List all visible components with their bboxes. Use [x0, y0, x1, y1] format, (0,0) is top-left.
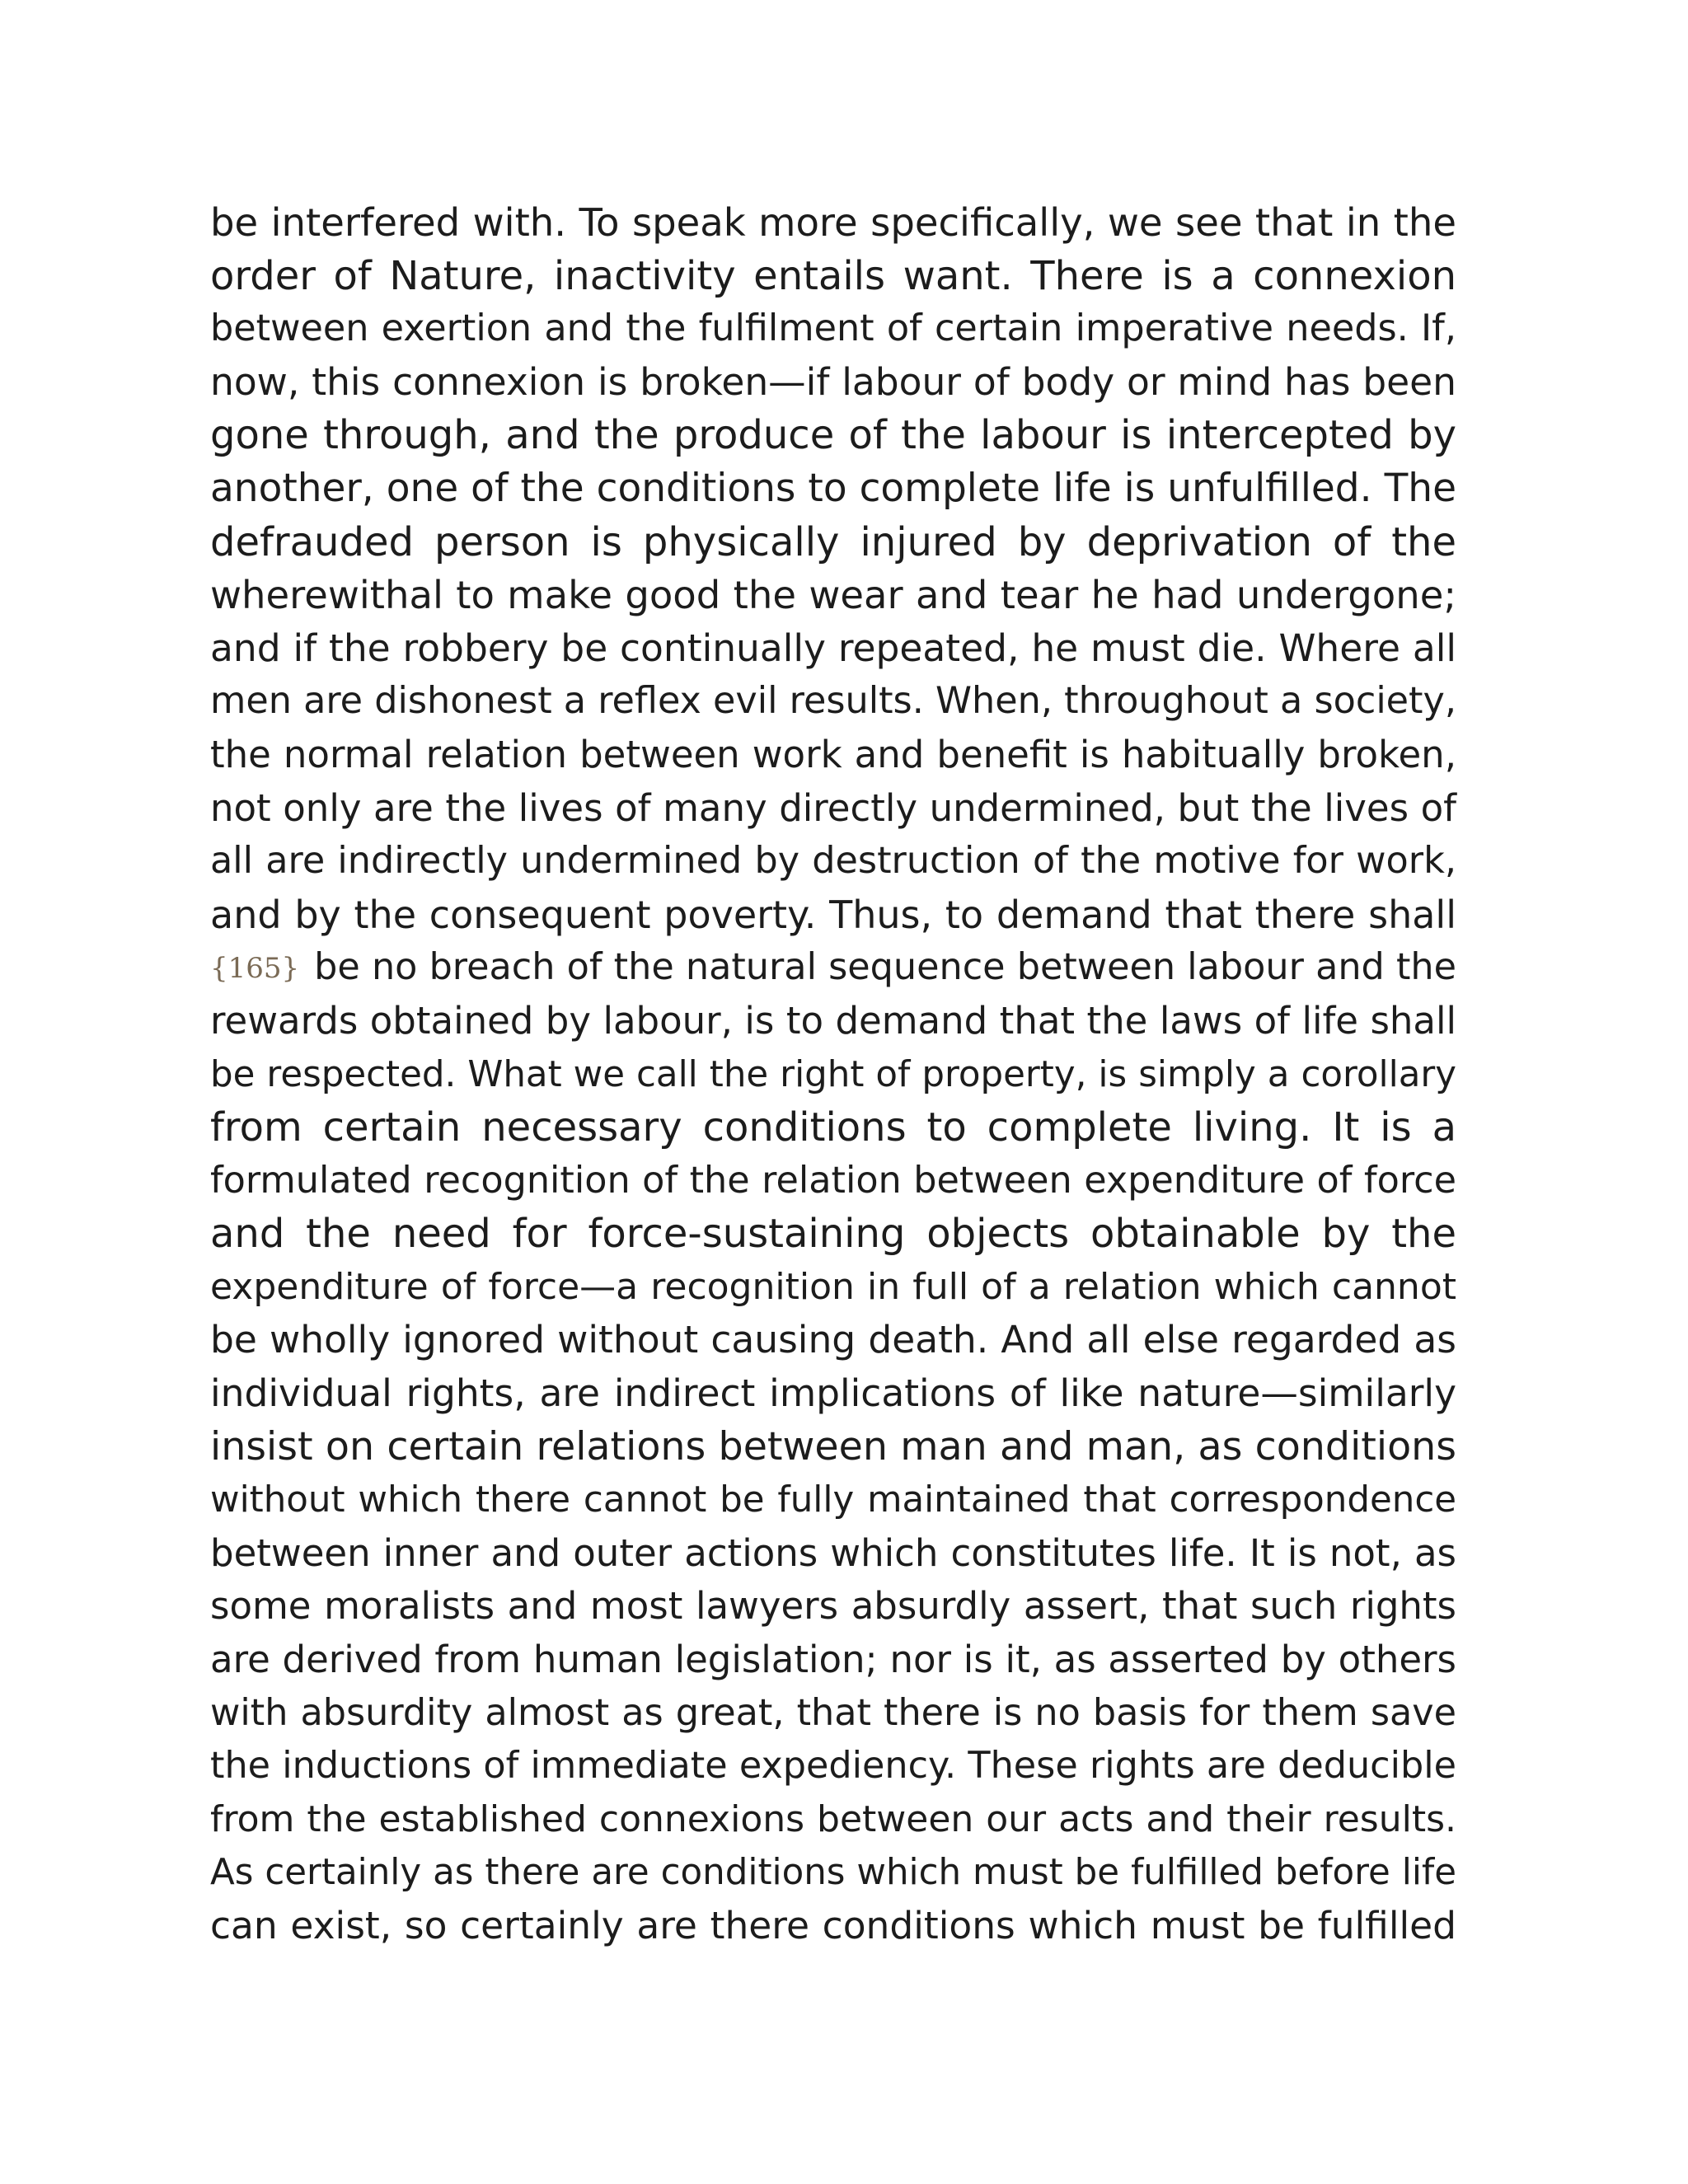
text-line: individual rights, are indirect implications of like nature—similarly — [210, 1371, 1456, 1416]
text-line: gone through, and the produce of the labour is intercepted by — [210, 412, 1456, 459]
text-line: can exist, so certainly are there conditions which must be fulfilled — [210, 1904, 1456, 1947]
text-line: the normal relation between work and benefit is habitually broken, — [210, 732, 1456, 776]
text-line: between exertion and the fulfilment of certain imperative needs. If, — [210, 307, 1456, 350]
page-number-marker: {165} — [210, 952, 300, 986]
text-line: are derived from human legislation; nor is it, as asserted by others — [210, 1638, 1456, 1682]
text-line: between inner and outer actions which constitutes life. It is not, as — [210, 1530, 1456, 1575]
text-line: from certain necessary conditions to complete living. It is a — [210, 1104, 1456, 1151]
text-line-with-page-marker — [210, 941, 1456, 995]
text-line: be respected. What we call the right of property, is simply a corollary — [210, 1053, 1456, 1095]
text-line: all are indirectly undermined by destruction of the motive for work, — [210, 840, 1456, 883]
text-line: and by the consequent poverty. Thus, to demand that there shall — [210, 892, 1456, 937]
text-line: wherewithal to make good the wear and tear he had undergone; — [210, 573, 1456, 618]
text-line: and if the robbery be continually repeated, he must die. Where all — [210, 626, 1456, 670]
text-line: another, one of the conditions to complete life is unfulfilled. The — [210, 465, 1456, 511]
text-line: the inductions of immediate expediency. These rights are deducible — [210, 1745, 1456, 1788]
text-line: defrauded person is physically injured by deprivation of the — [210, 518, 1456, 565]
text-line: men are dishonest a reflex evil results. When, throughout a society, — [210, 680, 1456, 723]
text-line: insist on certain relations between man and man, as conditions — [210, 1423, 1456, 1469]
text-line: not only are the lives of many directly undermined, but the lives of — [210, 785, 1456, 830]
text-line: formulated recognition of the relation between expenditure of force — [210, 1159, 1456, 1202]
text-line-content: be no breach of the natural sequence between labour and the — [314, 946, 1456, 989]
document-page — [210, 196, 1456, 1953]
text-line: now, this connexion is broken—if labour of body or mind has been — [210, 359, 1456, 404]
text-line: As certainly as there are conditions which must be fulfilled before life — [210, 1852, 1456, 1894]
text-line: some moralists and most lawyers absurdly assert, that such rights — [210, 1584, 1456, 1629]
text-line: be interfered with. To speak more specifically, we see that in the — [210, 200, 1456, 245]
text-line: with absurdity almost as great, that there is no basis for them save — [210, 1691, 1456, 1734]
text-line: expenditure of force—a recognition in full of a relation which cannot — [210, 1265, 1456, 1308]
text-line: and the need for force-sustaining objects obtainable by the — [210, 1211, 1456, 1258]
text-line: rewards obtained by labour, is to demand that the laws of life shall — [210, 998, 1456, 1043]
text-line: order of Nature, inactivity entails want. There is a connexion — [210, 252, 1456, 299]
text-line: without which there cannot be fully maintained that correspondence — [210, 1479, 1456, 1521]
text-line: be wholly ignored without causing death. And all else regarded as — [210, 1318, 1456, 1362]
text-line: from the established connexions between our acts and their results. — [210, 1797, 1456, 1840]
